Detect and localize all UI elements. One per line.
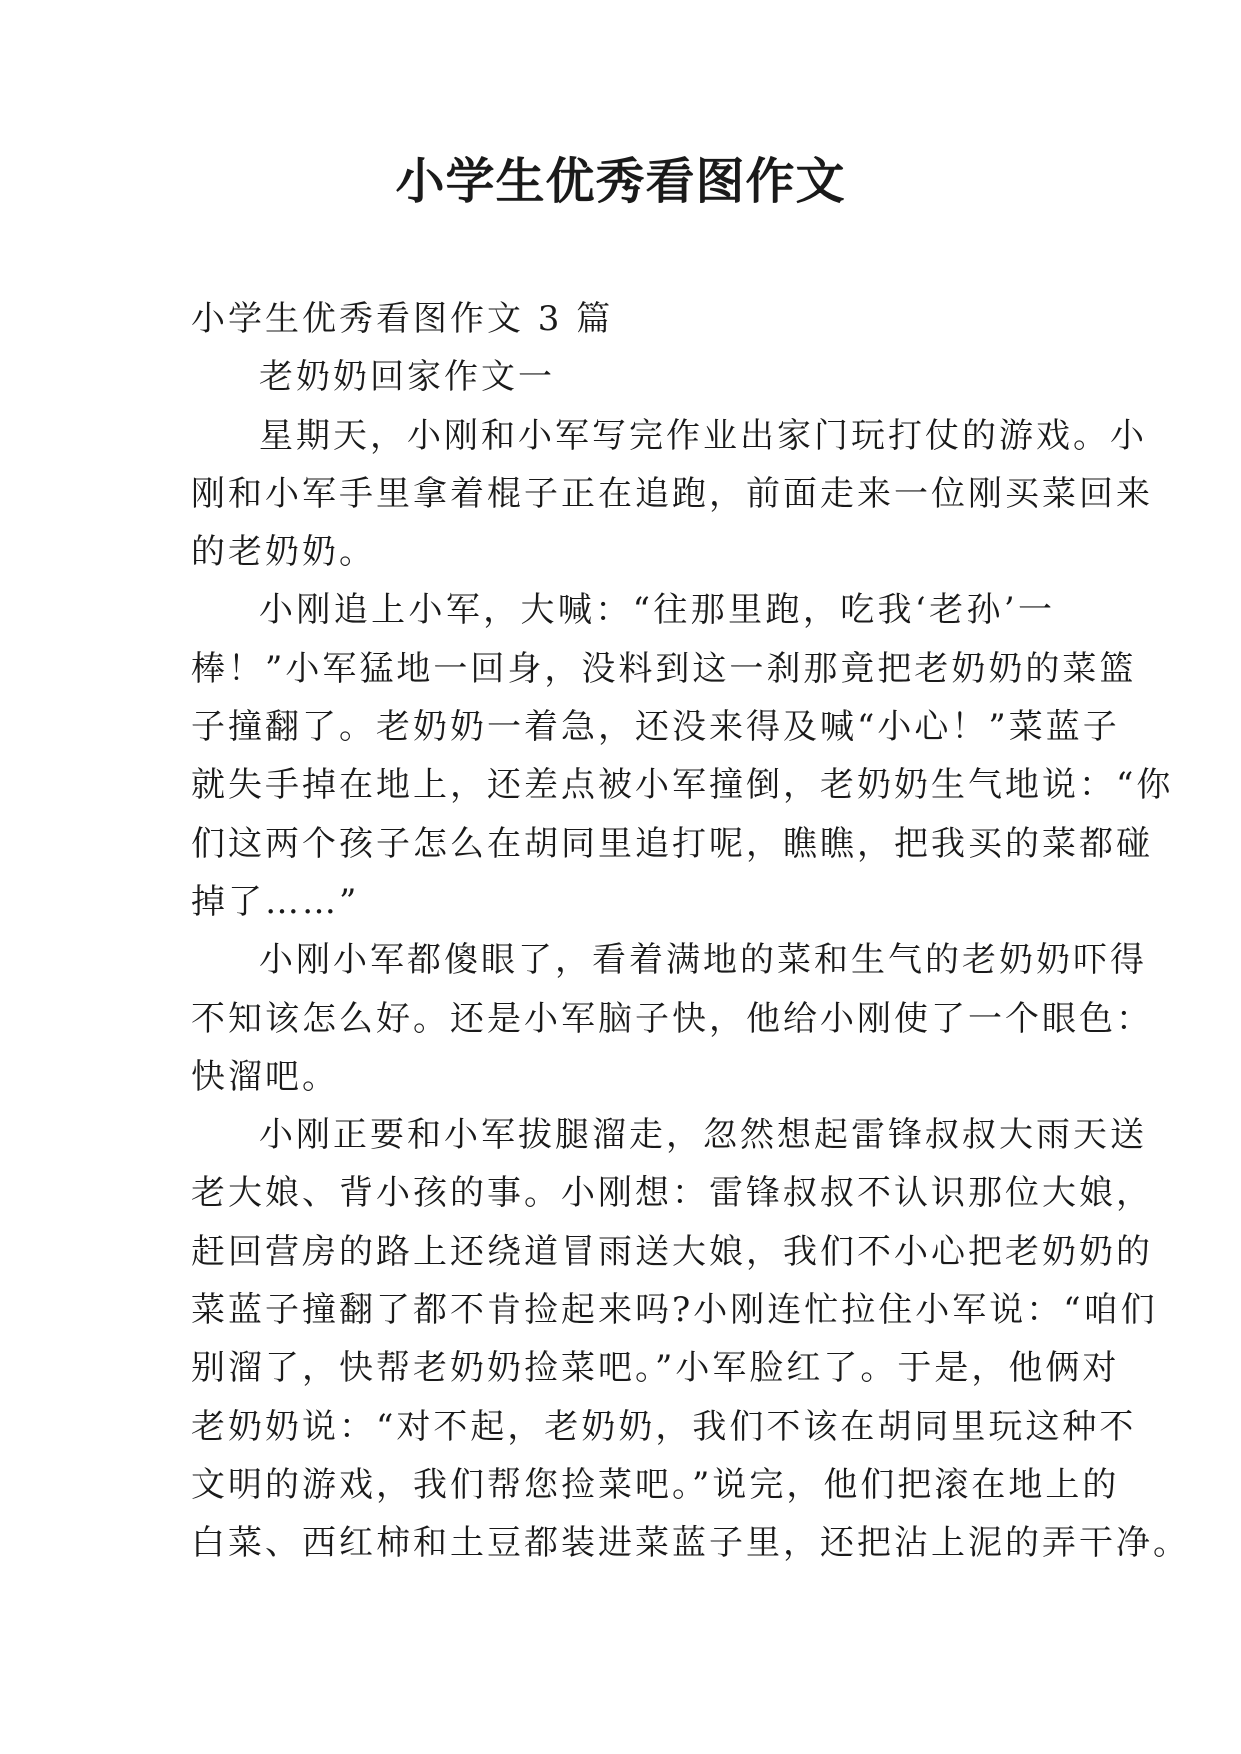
paragraph [191,407,1153,582]
paragraph-line: 就失手掉在地上，还差点被小军撞倒，老奶奶生气地说：“你 [191,765,1174,806]
paragraph-line: 小刚正要和小军拔腿溜走，忽然想起雷锋叔叔大雨天送 [259,1115,1147,1156]
paragraph-line: 白菜、西红柿和土豆都装进菜蓝子里，还把沾上泥的弄干净。 [191,1523,1190,1564]
paragraph-line: 菜蓝子撞翻了都不肯捡起来吗?小刚连忙拉住小军说：“咱们 [191,1290,1158,1331]
paragraph-line: 文明的游戏，我们帮您捡菜吧。”说完，他们把滚在地上的 [191,1464,1120,1505]
paragraph-line: 不知该怎么好。还是小军脑子快，他给小刚使了一个眼色： [191,998,1153,1039]
paragraph-line: 小刚小军都傻眼了，看着满地的菜和生气的老奶奶吓得 [259,940,1147,981]
paragraph-line: 们这两个孩子怎么在胡同里追打呢，瞧瞧，把我买的菜都碰 [191,823,1153,864]
document-subtitle: 小学生优秀看图作文 3 篇 [191,299,614,339]
paragraph-line: 的老奶奶。 [191,532,376,573]
paragraph-line: 棒！”小军猛地一回身，没料到这一刹那竟把老奶奶的菜篮 [191,648,1137,689]
paragraph [191,581,1174,931]
paragraph-line: 掉了……” [191,881,360,922]
paragraph [191,1106,1190,1572]
paragraph [191,931,1153,1106]
paragraph-line: 星期天，小刚和小军写完作业出家门玩打仗的游戏。小 [259,415,1147,456]
paragraph-line: 小刚追上小军，大喊：“往那里跑，吃我‘老孙’一 [259,590,1055,631]
paragraph-line: 老大娘、背小孩的事。小刚想：雷锋叔叔不认识那位大娘， [191,1173,1153,1214]
paragraph-line: 赶回营房的路上还绕道冒雨送大娘，我们不小心把老奶奶的 [191,1231,1153,1272]
section-heading: 老奶奶回家作文一 [259,357,555,398]
paragraph-line: 快溜吧。 [191,1056,339,1097]
document-title: 小学生优秀看图作文 [395,152,846,210]
document-body [191,290,1190,1573]
paragraph-line: 别溜了，快帮老奶奶捡菜吧。”小军脸红了。于是，他俩对 [191,1348,1120,1389]
paragraph-line: 老奶奶说：“对不起，老奶奶，我们不该在胡同里玩这种不 [191,1406,1137,1447]
paragraph-line: 子撞翻了。老奶奶一着急，还没来得及喊“小心！”菜蓝子 [191,707,1120,748]
paragraph-line: 刚和小军手里拿着棍子正在追跑，前面走来一位刚买菜回来 [191,473,1153,514]
